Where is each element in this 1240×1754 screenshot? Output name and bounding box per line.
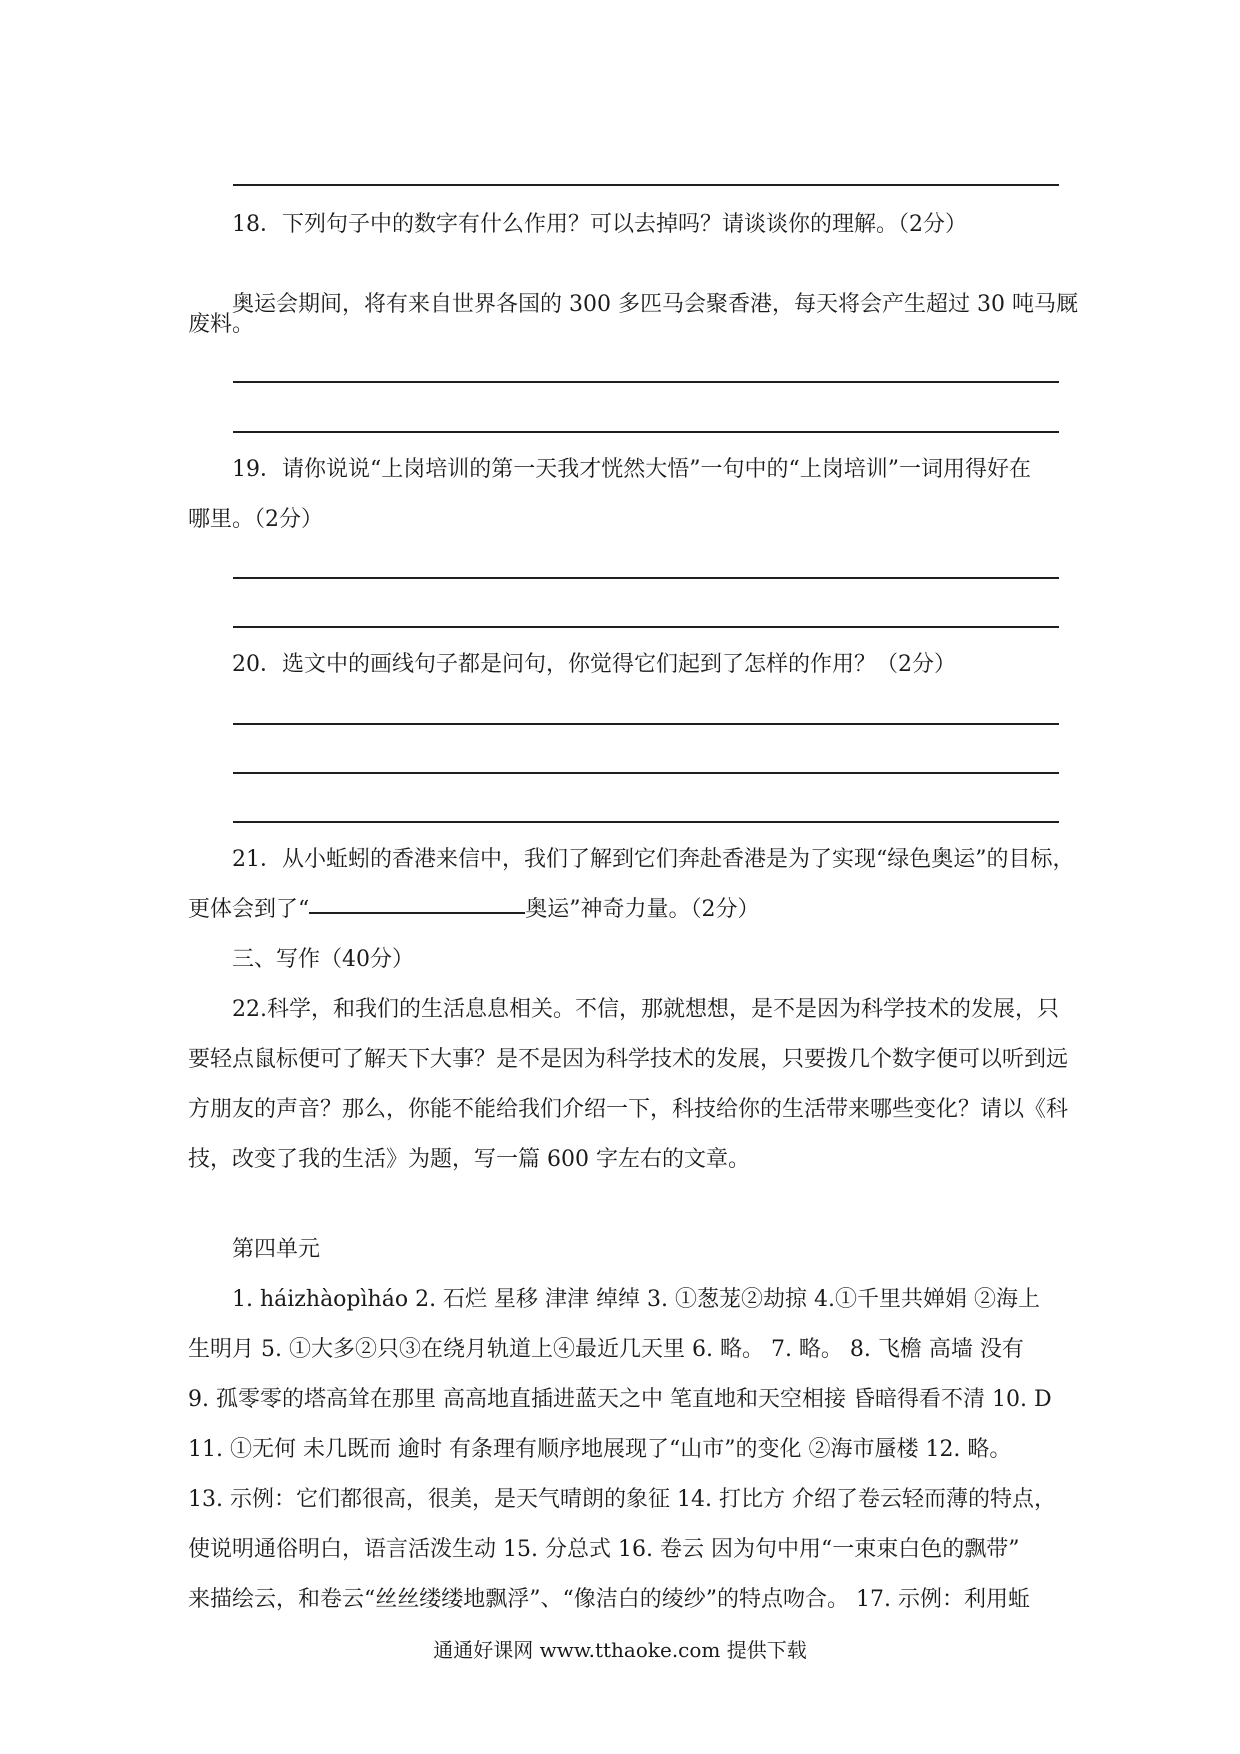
answer-key-line: 9. 孤零零的塔高耸在那里 高高地直插进蓝天之中 笔直地和天空相接 昏暗得看不清 10. D	[188, 1387, 1052, 1412]
answer-line[interactable]	[233, 577, 1059, 579]
question-21-text-before: 更体会到了“	[188, 897, 310, 922]
answer-key-line: 11. ①无何 未几既而 逾时 有条理有顺序地展现了“山市”的变化 ②海市蜃楼 12. 略。	[188, 1437, 1012, 1462]
answer-line[interactable]	[233, 723, 1059, 725]
question-22-prompt-cont: 要轻点鼠标便可了解天下大事？是不是因为科学技术的发展，只要拨几个数字便可以听到远	[188, 1047, 1069, 1072]
answer-key-line: 使说明通俗明白，语言活泼生动 15. 分总式 16. 卷云 因为句中用“一束束白色的飘带”	[188, 1537, 1020, 1562]
question-21-prompt: 21．从小蚯蚓的香港来信中，我们了解到它们奔赴香港是为了实现“绿色奥运”的目标，	[232, 847, 1075, 872]
answer-line[interactable]	[233, 772, 1059, 774]
page-footer: 通通好课网 www.tthaoke.com 提供下载	[433, 1638, 807, 1662]
answer-key-line: 生明月 5. ①大多②只③在绕月轨道上④最近几天里 6. 略。 7. 略。 8. 飞檐 高墙 没有	[188, 1337, 1024, 1362]
question-18-quote: 奥运会期间，将有来自世界各国的 300 多匹马会聚香港，每天将会产生超过 30 吨马厩	[232, 292, 1078, 317]
question-21-fill-line	[188, 895, 760, 925]
question-22-prompt: 22.科学，和我们的生活息息相关。不信，那就想想，是不是因为科学技术的发展，只	[232, 997, 1059, 1022]
question-18-prompt: 18．下列句子中的数字有什么作用？可以去掉吗？请谈谈你的理解。（2分）	[232, 212, 967, 237]
question-21-text-after: 奥运”神奇力量。（2分）	[525, 897, 760, 922]
answer-line[interactable]	[233, 184, 1059, 186]
answer-line[interactable]	[233, 626, 1059, 628]
answer-line[interactable]	[233, 821, 1059, 823]
section-heading-writing: 三、写作（40分）	[232, 947, 414, 972]
question-19-prompt-cont: 哪里。（2分）	[188, 507, 323, 532]
answer-line[interactable]	[233, 431, 1059, 433]
question-22-prompt-cont: 技，改变了我的生活》为题，写一篇 600 字左右的文章。	[188, 1147, 750, 1172]
question-22-prompt-cont: 方朋友的声音？那么，你能不能给我们介绍一下，科技给你的生活带来哪些变化？请以《科	[188, 1097, 1069, 1122]
question-19-prompt: 19．请你说说“上岗培训的第一天我才恍然大悟”一句中的“上岗培训”一词用得好在	[232, 457, 1031, 482]
question-18-quote-cont: 废料。	[188, 312, 255, 337]
fill-in-blank[interactable]	[309, 912, 525, 914]
answer-key-line: 13. 示例：它们都很高，很美，是天气晴朗的象征 14. 打比方 介绍了卷云轻而薄的特点，	[188, 1487, 1056, 1512]
answer-line[interactable]	[233, 381, 1059, 383]
answer-key-line: 1. háizhàopìháo 2. 石烂 星移 津津 绰绰 3. ①葱茏②劫掠 4.①千里共婵娟 ②海上	[232, 1287, 1040, 1312]
answer-key-unit-title: 第四单元	[232, 1237, 321, 1262]
answer-key-line: 来描绘云，和卷云“丝丝缕缕地飘浮”、“像洁白的绫纱”的特点吻合。 17. 示例：利用蚯	[188, 1587, 1030, 1612]
question-20-prompt: 20．选文中的画线句子都是问句，你觉得它们起到了怎样的作用？（2分）	[232, 652, 956, 677]
